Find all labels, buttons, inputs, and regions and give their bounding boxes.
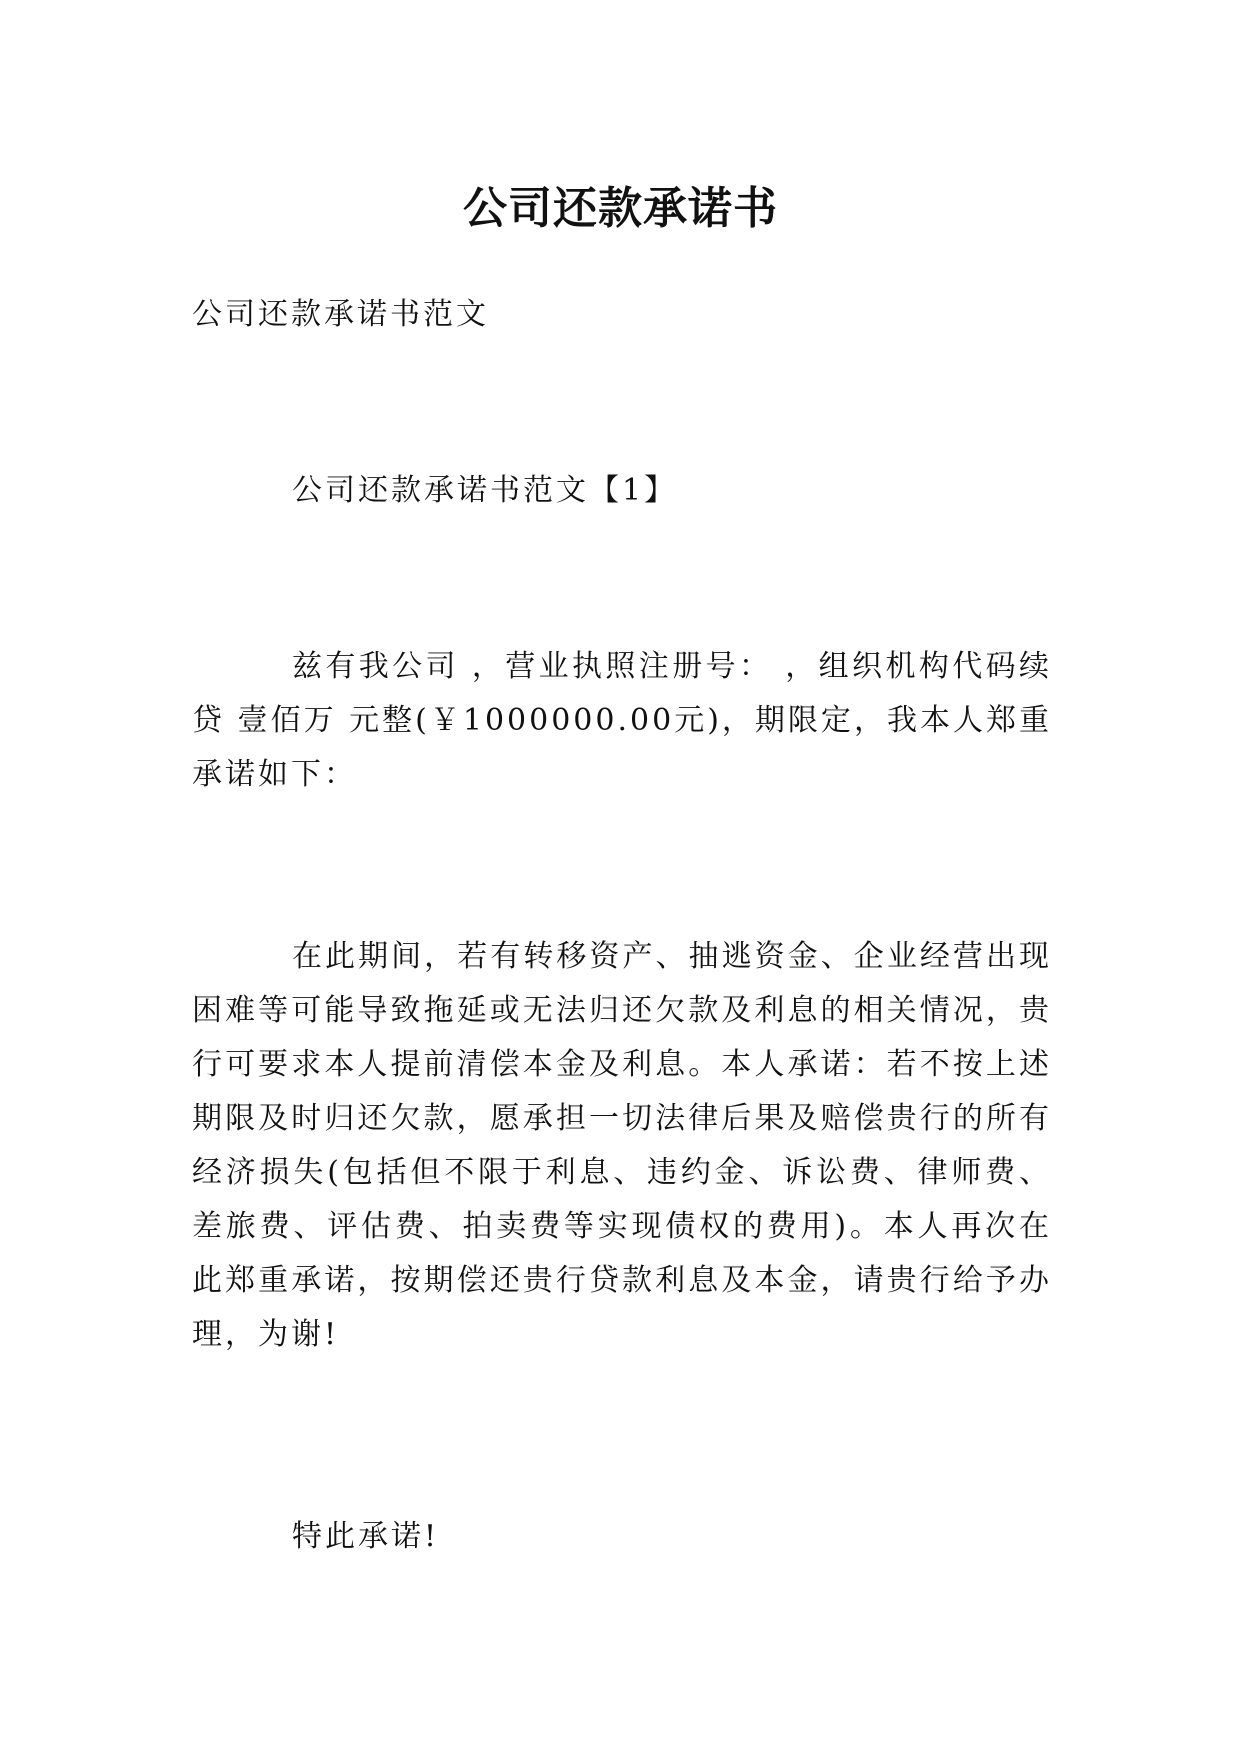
document-title: 公司还款承诺书 bbox=[463, 183, 778, 235]
closing-statement: 特此承诺! bbox=[292, 1519, 440, 1554]
paragraph-commitment-terms: 在此期间，若有转移资产、抽逃资金、企业经营出现困难等可能导致拖延或无法归还欠款及利息的相关情况，贵行可要求本人提前清偿本金及利息。本人承诺：若不按上述期限及时归还欠款，愿承担一切法律后果及赔偿贵行的所有经济损失(包括但不限于利息、违约金、诉讼费、律师费、差旅费、评估费、拍卖费等实现债权的费用)。本人再次在此郑重承诺，按期偿还贵行贷款利息及本金，请贵行给予办理，为谢! bbox=[192, 939, 1052, 1352]
section-heading: 公司还款承诺书范文【1】 bbox=[292, 473, 678, 508]
document-subtitle: 公司还款承诺书范文 bbox=[192, 297, 489, 332]
paragraph-commitment-intro: 兹有我公司 ，营业执照注册号： ，组织机构代码续贷 壹佰万 元整(￥1000000.00元)，期限定，我本人郑重承诺如下： bbox=[192, 649, 1052, 792]
